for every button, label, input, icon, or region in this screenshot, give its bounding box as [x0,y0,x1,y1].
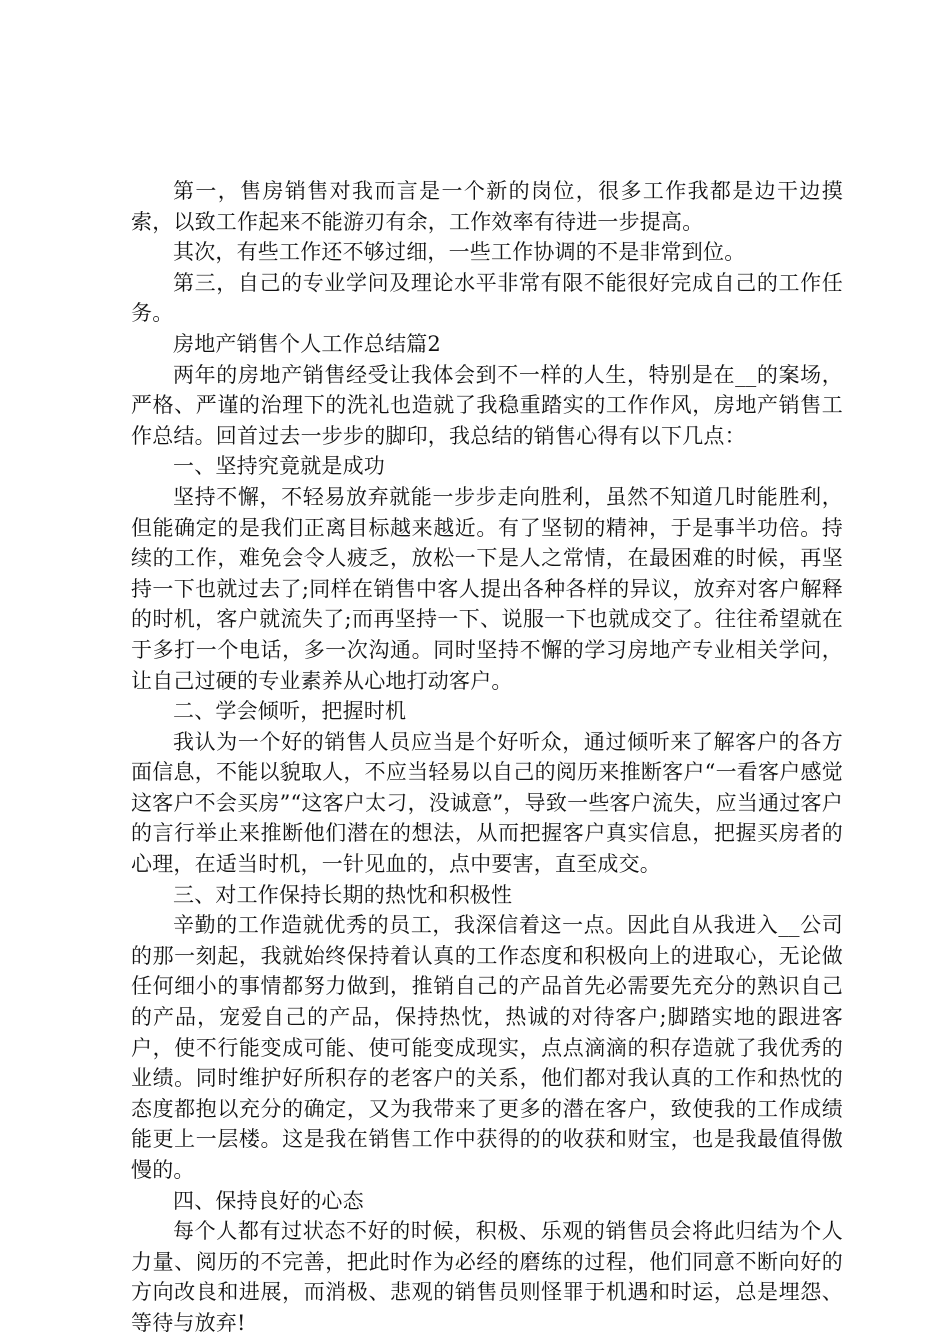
heading-attitude: 四、保持良好的心态 [173,1188,364,1213]
section-title: 房地产销售个人工作总结篇2 [173,331,441,356]
paragraph-intro: 两年的房地产销售经受让我体会到不一样的人生，特别是在__的案场，严格、严谨的治理下的洗礼也造就了我稳重踏实的工作作风，房地产销售工作总结。回首过去一步步的脚印，我总结的销售心得有以下几点： [131,362,843,448]
paragraph-first-point: 第一，售房销售对我而言是一个新的岗位，很多工作我都是边干边摸索，以致工作起来不能游刃有余，工作效率有待进一步提高。 [131,179,843,234]
paragraph-third-point: 第三，自己的专业学问及理论水平非常有限不能很好完成自己的工作任务。 [131,270,843,326]
paragraph-second-point: 其次，有些工作还不够过细，一些工作协调的不是非常到位。 [173,240,746,265]
document-body [131,176,843,1339]
paragraph-listening: 我认为一个好的销售人员应当是个好听众，通过倾听来了解客户的各方面信息，不能以貌取人，不应当轻易以自己的阅历来推断客户“一看客户感觉这客户不会买房”“这客户太刁，没诚意”，导致一些客户流失，应当通过客户的言行举止来推断他们潜在的想法，从而把握客户真实信息，把握买房者的心理，在适当时机，一针见血的，点中要害，直至成交。 [131,729,843,877]
paragraph-attitude: 每个人都有过状态不好的时候，积极、乐观的销售员会将此归结为个人力量、阅历的不完善，把此时作为必经的磨练的过程，他们同意不断向好的方向改良和进展，而消极、悲观的销售员则怪罪于机遇和时运，总是埋怨、等待与放弃! [131,1219,843,1335]
heading-listening: 二、学会倾听，把握时机 [173,699,407,724]
heading-enthusiasm: 三、对工作保持长期的热忱和积极性 [173,882,513,907]
heading-persistence: 一、坚持究竟就是成功 [173,454,385,479]
paragraph-persistence: 坚持不懈，不轻易放弃就能一步步走向胜利，虽然不知道几时能胜利，但能确定的是我们正离目标越来越近。有了坚韧的精神，于是事半功倍。持续的工作，难免会令人疲乏，放松一下是人之常情，在最困难的时候，再坚持一下也就过去了;同样在销售中客人提出各种各样的异议，放弃对客户解释的时机，客户就流失了;而再坚持一下、说服一下也就成交了。往往希望就在于多打一个电话，多一次沟通。同时坚持不懈的学习房地产专业相关学问，让自己过硬的专业素养从心地打动客户。 [131,484,843,693]
paragraph-enthusiasm: 辛勤的工作造就优秀的员工，我深信着这一点。因此自从我进入__公司的那一刻起，我就始终保持着认真的工作态度和积极向上的进取心，无论做任何细小的事情都努力做到，推销自己的产品首先必需要先充分的熟识自己的产品，宠爱自己的产品，保持热忱，热诚的对待客户;脚踏实地的跟进客户，使不行能变成可能、使可能变成现实，点点滴滴的积存造就了我优秀的业绩。同时维护好所积存的老客户的关系，他们都对我认真的工作和热忱的态度都抱以充分的确定，又为我带来了更多的潜在客户，致使我的工作成绩能更上一层楼。这是我在销售工作中获得的的收获和财宝，也是我最值得傲慢的。 [131,913,843,1182]
